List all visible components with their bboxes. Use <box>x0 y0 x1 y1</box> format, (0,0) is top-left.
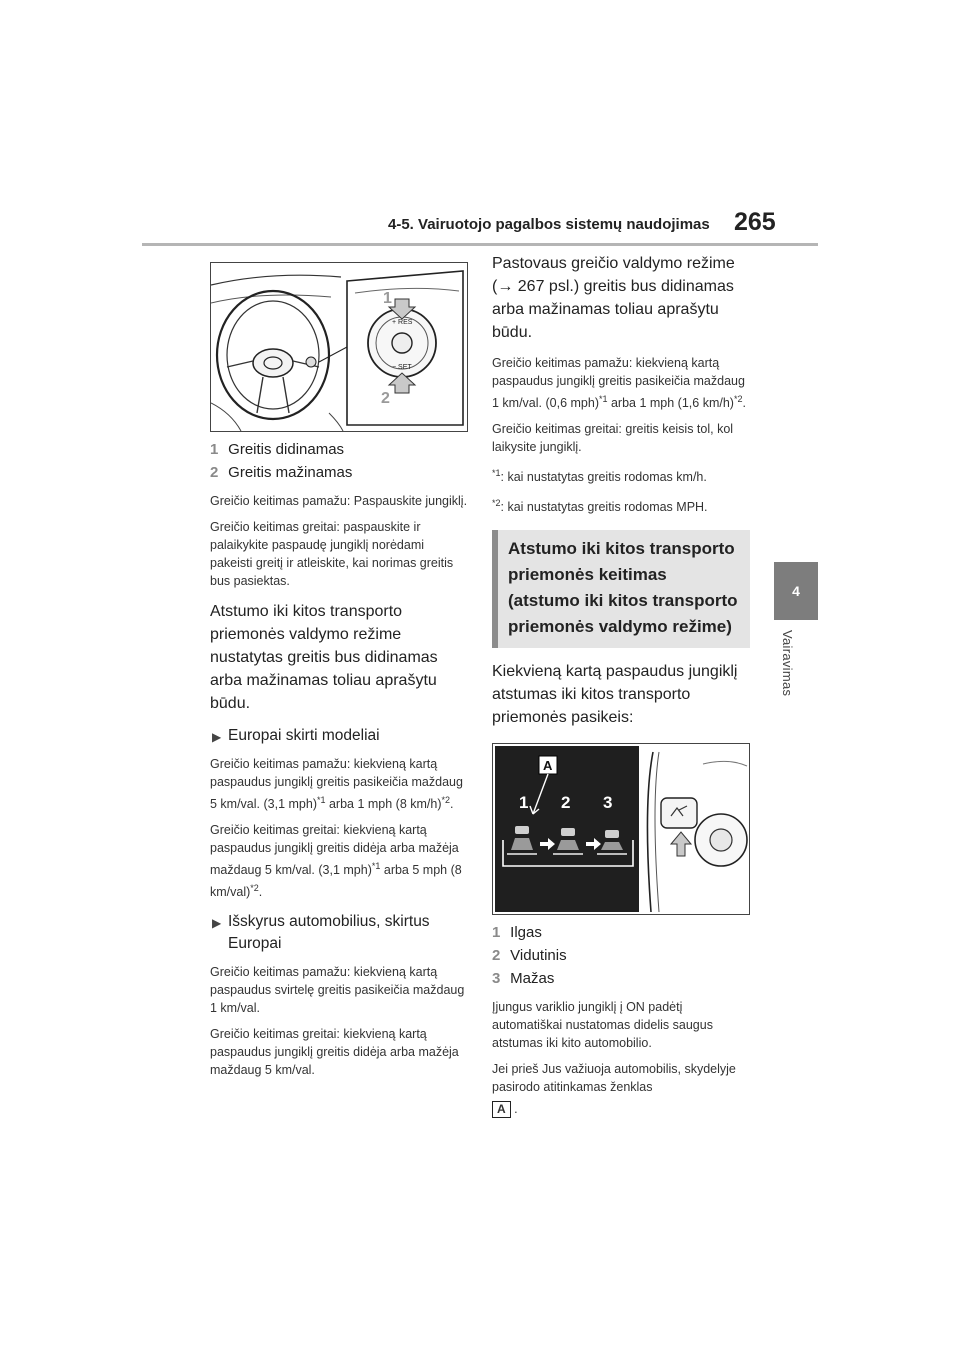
paragraph: Greičio keitimas pamažu: Paspauskite jungiklį. <box>210 494 468 508</box>
label-a: A <box>543 758 553 774</box>
triangle-bullet-icon: ▶ <box>212 916 222 931</box>
header-divider <box>142 243 818 246</box>
item-number: 2 <box>210 464 219 481</box>
item-label: Greitis mažinamas <box>228 464 353 481</box>
callout-2: 2 <box>381 390 390 407</box>
list-item <box>210 438 468 461</box>
section-heading: Atstumo iki kitos transporto priemonės keitimas (atstumo iki kitos transporto priemonės valdymo režime) <box>492 530 750 648</box>
paragraph: Kiekvieną kartą paspaudus jungiklį atstumas iki kitos transporto priemonės pasikeis: <box>492 663 738 727</box>
paragraph: Įjungus variklio jungiklį į ON padėtį automatiškai nustatomas didelis saugus atstumas iki kito automobilio. <box>492 1000 713 1051</box>
paragraph: Greičio keitimas greitai: kiekvieną kartą paspaudus jungiklį greitis didėja arba mažėja maždaug 5 km/val. (3,1 mph)$^{*1}$ arba 5 mph (8 km/val)$^{*2}$. <box>210 823 462 900</box>
left-column <box>210 262 468 1079</box>
steering-switch-illustration <box>211 263 467 431</box>
set-button-label: − SET <box>392 364 412 371</box>
chapter-label: Vairavimas <box>780 630 795 697</box>
steering-switch-figure <box>210 262 468 432</box>
paragraph: Greičio keitimas greitai: kiekvieną kartą paspaudus jungiklį greitis didėja arba mažėja maždaug 5 km/val. <box>210 1027 459 1078</box>
list-item <box>492 944 750 967</box>
distance-switch-figure <box>492 743 750 915</box>
distance-switch-illustration <box>493 744 749 914</box>
bullet-label: Europai skirti modeliai <box>228 727 380 744</box>
chapter-tab: 4 <box>774 562 818 620</box>
item-number: 1 <box>492 924 501 942</box>
paragraph: Greičio keitimas greitai: greitis keisis tol, kol laikysite jungiklį. <box>492 422 734 455</box>
item-label: Mažas <box>510 970 555 988</box>
callout-1: 1 <box>383 290 392 307</box>
item-label: Vidutinis <box>510 947 567 965</box>
paragraph: Pastovaus greičio valdymo režime (→ 267 psl.) greitis bus didinamas arba mažinamas toliau aprašytu būdu. <box>492 255 735 341</box>
paragraph: Jei prieš Jus važiuoja automobilis, skydelyje pasirodo atitinkamas ženklas <box>492 1062 736 1095</box>
bullet-europe <box>210 725 468 747</box>
right-column <box>492 252 750 1118</box>
paragraph: Greičio keitimas pamažu: kiekvieną kartą paspaudus jungiklį greitis pasikeičia maždaug 1 km/val. (0,6 mph)$^{*1}$ arba 1 mph (1,6 km/h)$^{*2}$. <box>492 356 746 411</box>
item-number: 2 <box>492 947 501 965</box>
paragraph: Greičio keitimas greitai: paspauskite ir palaikykite paspaudę jungiklį norėdami pakeisti greitį ir atleiskite, kai norimas greitis bus pasiektas. <box>210 520 454 588</box>
paragraph: A . <box>492 1100 750 1118</box>
page-number: 265 <box>734 208 776 236</box>
triangle-bullet-icon: ▶ <box>212 730 222 744</box>
bullet-label: Išskyrus automobilius, skirtus Europai <box>228 913 430 953</box>
paragraph: Greičio keitimas pamažu: kiekvieną kartą paspaudus svirtelę greitis pasikeičia maždaug 1 km/val. <box>210 965 465 1016</box>
section-title: 4-5. Vairuotojo pagalbos sistemų naudojimas <box>388 216 710 233</box>
item-label: Greitis didinamas <box>228 441 345 458</box>
paragraph: Atstumo iki kitos transporto priemonės valdymo režime nustatytas greitis bus didinamas arba mažinamas toliau aprašytu būdu. <box>210 603 438 712</box>
footnote-2: $^{*2}$: kai nustatytas greitis rodomas MPH. <box>492 498 708 515</box>
list-item <box>210 461 468 484</box>
distance-num-3: 3 <box>603 793 613 813</box>
res-button-label: + RES <box>392 319 413 326</box>
footnote-1: $^{*1}$: kai nustatytas greitis rodomas km/h. <box>492 468 707 485</box>
item-number: 1 <box>210 441 219 458</box>
bullet-non-europe <box>210 911 468 955</box>
list-item <box>492 967 750 990</box>
paragraph: Greičio keitimas pamažu: kiekvieną kartą paspaudus jungiklį greitis pasikeičia maždaug 5 km/val. (3,1 mph)$^{*1}$ arba 1 mph (8 km/h)$^{*2}$. <box>210 757 463 812</box>
distance-num-1: 1 <box>519 793 529 813</box>
list-item <box>492 921 750 944</box>
item-number: 3 <box>492 970 501 988</box>
item-label: Ilgas <box>510 924 542 942</box>
distance-num-2: 2 <box>561 793 571 813</box>
indicator-badge-a: A <box>492 1101 511 1118</box>
